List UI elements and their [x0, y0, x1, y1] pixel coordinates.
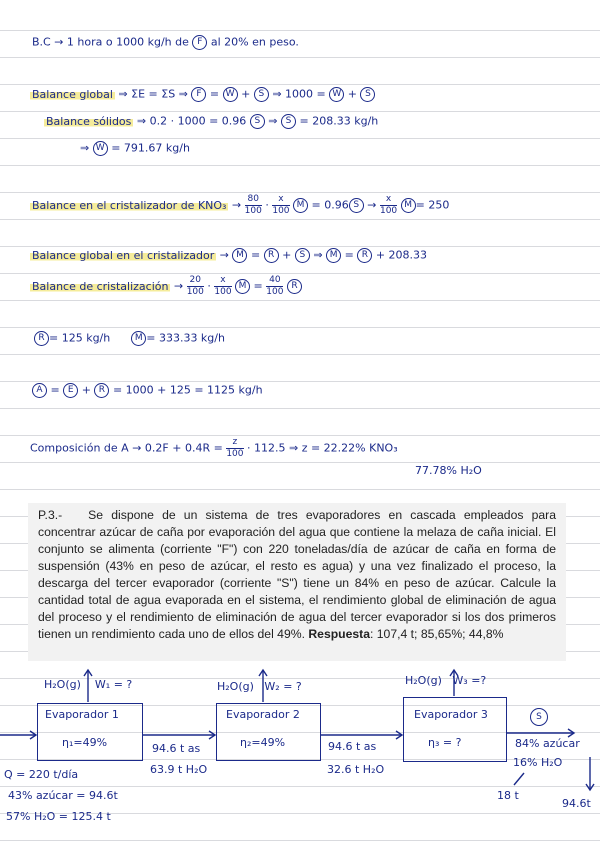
composition-line: Composición de A → 0.2F + 0.4R = $\frac{z}{100}$ · 112.5 ⇒ z = 22.22% KNO₃	[30, 437, 398, 459]
evap2-vapor-label: H₂O(g) W₂ = ?	[217, 680, 302, 693]
evaporator-3-eta: η₃ = ?	[428, 736, 462, 749]
evap3-vapor-label: H₂O(g) W₃ =?	[405, 674, 487, 687]
composition-water: 77.78% H₂O	[415, 464, 482, 477]
stream-f-circle: F	[192, 35, 207, 50]
output-sugar: 84% azúcar	[515, 737, 580, 750]
feed-water: 57% H₂O = 125.4 t	[6, 810, 111, 823]
w-result-line: ⇒ W = 791.67 kg/h	[80, 141, 190, 155]
solids-balance-line: Balance sólidos ⇒ 0.2 · 1000 = 0.96 S ⇒ S = 208.33 kg/h	[46, 114, 379, 128]
stream12-water: 63.9 t H₂O	[150, 763, 208, 776]
evaporator-2-title: Evaporador 2	[226, 708, 300, 721]
evaporator-2-eta: η₂=49%	[240, 736, 286, 749]
output-water: 16% H₂O	[513, 756, 563, 769]
stream23-water: 32.6 t H₂O	[327, 763, 385, 776]
stream12-sugar: 94.6 t as	[152, 742, 201, 755]
basis-line: B.C → 1 hora o 1000 kg/h de F al 20% en peso.	[32, 35, 299, 49]
evaporator-1-eta: η₁=49%	[62, 736, 108, 749]
stream-s-circle: S	[530, 708, 548, 726]
evaporator-3-box	[403, 697, 507, 762]
crystallization-balance-line: Balance de cristalización → $\frac{20}{100}$ · $\frac{x}{100}$ M = $\frac{40}{100}$ R	[30, 275, 302, 298]
feed-flow: Q = 220 t/día	[4, 768, 79, 781]
r-m-results-line: R = 125 kg/h M = 333.33 kg/h	[34, 331, 225, 346]
stream23-sugar: 94.6 t as	[328, 740, 377, 753]
evaporator-3-title: Evaporador 3	[414, 708, 488, 721]
answer-label: Respuesta	[308, 627, 370, 641]
feed-sugar: 43% azúcar = 94.6t	[8, 789, 118, 802]
problem-id: P.3.-	[38, 508, 63, 522]
a-balance-line: A = E + R = 1000 + 125 = 1125 kg/h	[32, 383, 263, 398]
output-94t: 94.6t	[562, 797, 591, 810]
evaporator-1-title: Evaporador 1	[45, 708, 119, 721]
global-crystallizer-line: Balance global en el cristalizador → M = R + S ⇒ M = R + 208.33	[32, 248, 428, 262]
crystallizer-balance-line: Balance en el cristalizador de KNO₃ → $\frac{80}{100}$ · $\frac{x}{100}$ M = 0.96 S → $\frac{x}{100}$ M = 250	[32, 194, 450, 216]
problem-text: Se dispone de un sistema de tres evaporadores en cascada empleados para concentrar azúcar de caña por evaporación del agua que contiene la melaza de caña inicial. El conjunto se alimenta (corriente "F") con 220 toneladas/día de azúcar de caña en forma de suspensión (43% en peso de azúcar, el resto es agua) y una vez finalizado el proceso, la descarga del tercer evaporador (corriente "S") tiene un 84% en peso de azúcar. Calcule la cantidad total de agua evaporada en el sistema, el rendimiento global de eliminación de agua del proceso y el rendimiento de eliminación de agua del tercer evaporador si los dos primeros tienen un rendimiento cada uno de ellos del 49%.	[38, 508, 556, 641]
global-balance-line: Balance global ⇒ ΣE = ΣS ⇒ F = W + S ⇒ 1000 = W + S	[30, 87, 375, 102]
answer-values: : 107,4 t; 85,65%; 44,8%	[370, 627, 504, 641]
evap1-vapor-label: H₂O(g) W₁ = ?	[44, 678, 133, 691]
output-18t: 18 t	[497, 789, 519, 802]
